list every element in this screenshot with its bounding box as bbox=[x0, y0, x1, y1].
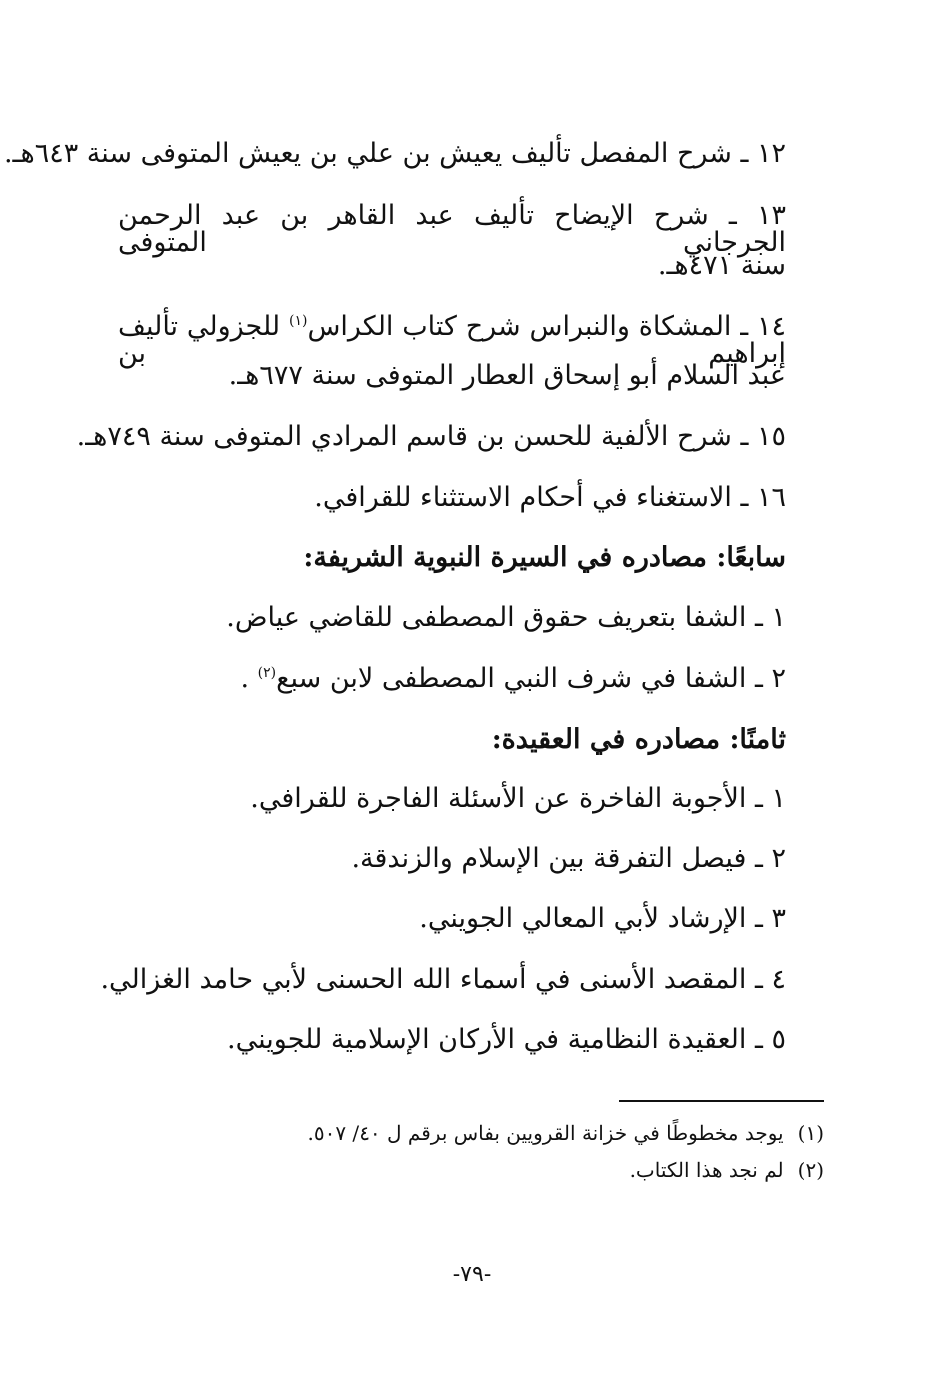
footnote-1-number: (١) bbox=[797, 1121, 824, 1145]
seerah-item-1: ١ ـ الشفا بتعريف حقوق المصطفى للقاضي عياض. bbox=[226, 602, 786, 633]
aqeedah-item-5: ٥ ـ العقيدة النظامية في الأركان الإسلامية للجويني. bbox=[227, 1024, 786, 1055]
seerah-item-2-end: . bbox=[240, 663, 258, 694]
footnote-2 bbox=[630, 1160, 824, 1180]
footnote-1-text: يوجد مخطوطًا في خزانة القرويين بفاس برقم ل ٤٠/ ٥٠٧. bbox=[307, 1121, 784, 1145]
footnote-separator bbox=[619, 1100, 824, 1102]
seerah-item-2 bbox=[240, 665, 786, 692]
list-item-13-line-1: ١٣ ـ شرح الإيضاح تأليف عبد القاهر بن عبد الرحمن الجرجاني المتوفى bbox=[118, 200, 786, 258]
list-item-13-line-2: سنة ٤٧١هـ. bbox=[657, 250, 786, 281]
section-heading-seventh: سابعًا: مصادره في السيرة النبوية الشريفة: bbox=[303, 542, 786, 573]
footnote-ref-2[interactable]: (٢) bbox=[257, 665, 277, 681]
aqeedah-item-1: ١ ـ الأجوبة الفاخرة عن الأسئلة الفاجرة للقرافي. bbox=[250, 783, 786, 814]
list-item-14-text-end: للجزولي تأليف إبراهيم بن bbox=[118, 311, 786, 369]
footnote-2-number: (٢) bbox=[797, 1158, 824, 1182]
aqeedah-item-4: ٤ ـ المقصد الأسنى في أسماء الله الحسنى لأبي حامد الغزالي. bbox=[100, 964, 786, 995]
footnote-2-text: لم نجد هذا الكتاب. bbox=[629, 1158, 784, 1182]
aqeedah-item-3: ٣ ـ الإرشاد لأبي المعالي الجويني. bbox=[419, 903, 786, 934]
list-item-12: ١٢ ـ شرح المفصل تأليف يعيش بن علي بن يعيش المتوفى سنة ٦٤٣هـ. bbox=[3, 138, 786, 169]
page-number: -٧٩- bbox=[452, 1262, 492, 1287]
list-item-16: ١٦ ـ الاستغناء في أحكام الاستثناء للقرافي. bbox=[314, 482, 786, 513]
seerah-item-2-text: ٢ ـ الشفا في شرف النبي المصطفى لابن سبع bbox=[276, 663, 786, 694]
list-item-15: ١٥ ـ شرح الألفية للحسن بن قاسم المرادي المتوفى سنة ٧٤٩هـ. bbox=[76, 421, 786, 452]
list-item-14-line-2: عبد السلام أبو إسحاق العطار المتوفى سنة ٦٧٧هـ. bbox=[228, 360, 786, 391]
section-heading-eighth: ثامنًا: مصادره في العقيدة: bbox=[491, 724, 786, 755]
footnote-1 bbox=[307, 1123, 824, 1143]
aqeedah-item-2: ٢ ـ فيصل التفرقة بين الإسلام والزندقة. bbox=[351, 843, 786, 874]
footnote-ref-1[interactable]: (١) bbox=[288, 313, 308, 329]
list-item-14-text-start: ١٤ ـ المشكاة والنبراس شرح كتاب الكراس bbox=[307, 311, 786, 342]
list-item-14-line-1 bbox=[118, 313, 786, 367]
